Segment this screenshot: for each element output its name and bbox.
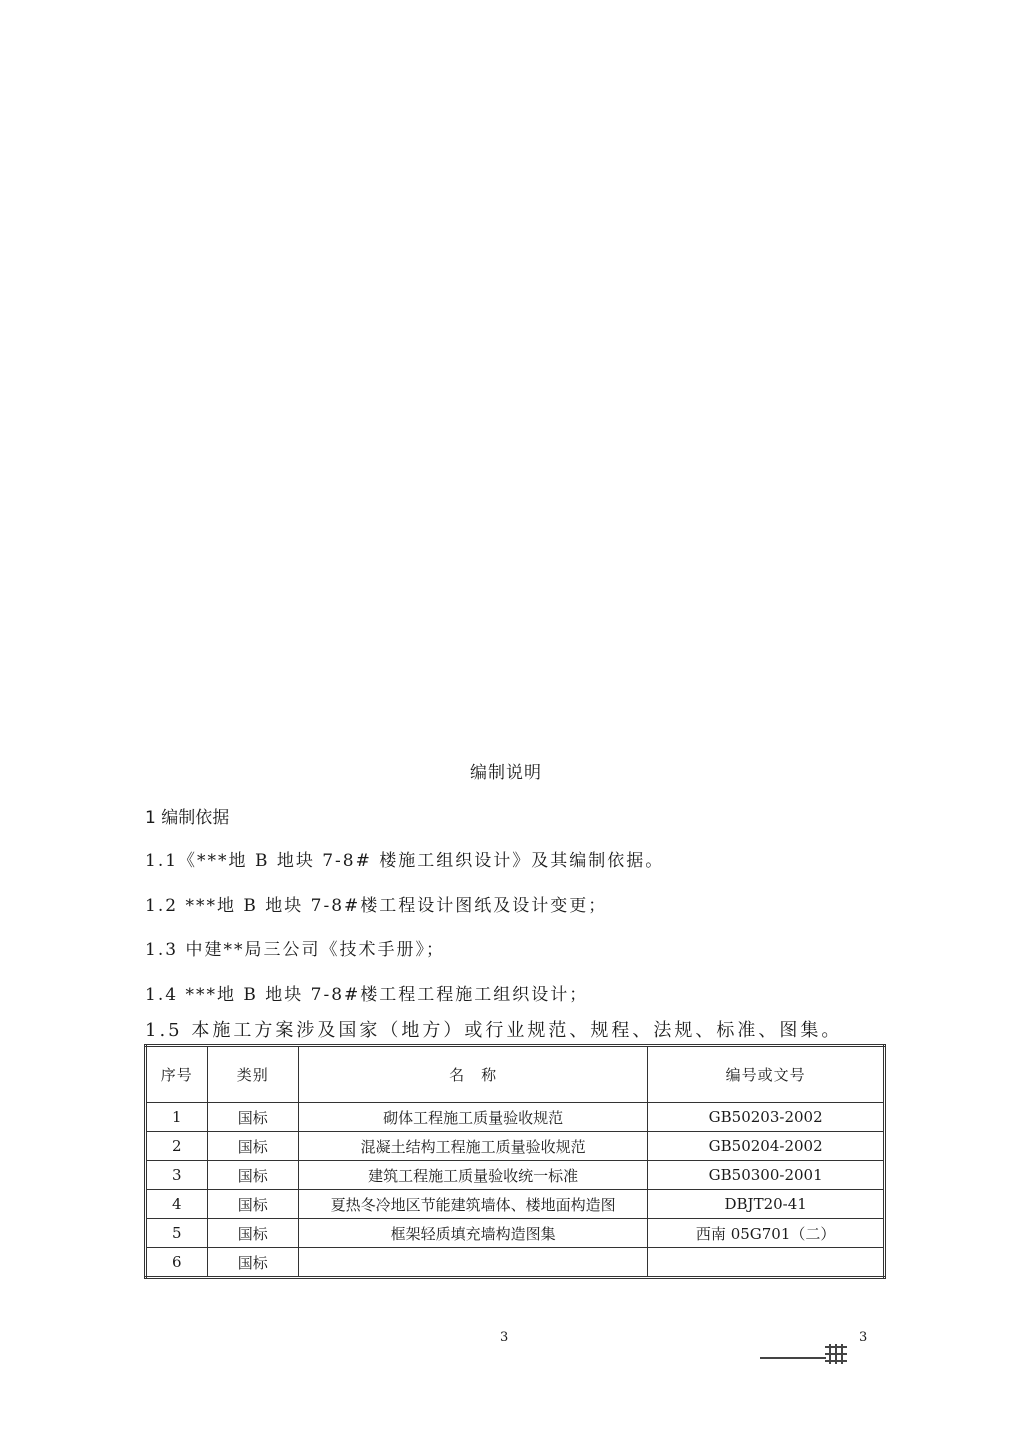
table-row bbox=[146, 1103, 885, 1132]
cell-category: 国标 bbox=[207, 1248, 298, 1278]
table-row bbox=[146, 1161, 885, 1190]
cell-name bbox=[298, 1248, 647, 1278]
paragraph-1-3: 1.3 中建**局三公司《技术手册》； bbox=[145, 940, 445, 960]
cell-code: 西南 05G701（二） bbox=[648, 1219, 885, 1248]
cell-no: 1 bbox=[146, 1103, 208, 1132]
cell-name: 框架轻质填充墙构造图集 bbox=[298, 1219, 647, 1248]
cell-category: 国标 bbox=[207, 1219, 298, 1248]
cell-name: 混凝土结构工程施工质量验收规范 bbox=[298, 1132, 647, 1161]
cell-code: DBJT20-41 bbox=[648, 1190, 885, 1219]
cell-code: GB50300-2001 bbox=[648, 1161, 885, 1190]
cell-category: 国标 bbox=[207, 1190, 298, 1219]
paragraph-1-5: 1.5 本施工方案涉及国家（地方）或行业规范、规程、法规、标准、图集。 bbox=[145, 1020, 843, 1041]
paragraph-1-2: 1.2 ***地 B 地块 7-8#楼工程设计图纸及设计变更； bbox=[145, 896, 608, 916]
table-row bbox=[146, 1190, 885, 1219]
stamp-mark-icon bbox=[824, 1343, 848, 1365]
header-category: 类别 bbox=[207, 1046, 298, 1103]
cell-no: 6 bbox=[146, 1248, 208, 1278]
cell-name: 建筑工程施工质量验收统一标准 bbox=[298, 1161, 647, 1190]
header-no: 序号 bbox=[146, 1046, 208, 1103]
cell-no: 4 bbox=[146, 1190, 208, 1219]
cell-no: 3 bbox=[146, 1161, 208, 1190]
cell-category: 国标 bbox=[207, 1103, 298, 1132]
cell-category: 国标 bbox=[207, 1161, 298, 1190]
cell-name: 夏热冬冷地区节能建筑墙体、楼地面构造图 bbox=[298, 1190, 647, 1219]
cell-no: 5 bbox=[146, 1219, 208, 1248]
table-header-row bbox=[146, 1046, 885, 1103]
table-row bbox=[146, 1219, 885, 1248]
page-number-center: 3 bbox=[500, 1330, 509, 1345]
page-number-right: 3 bbox=[859, 1330, 868, 1345]
cell-code: GB50203-2002 bbox=[648, 1103, 885, 1132]
document-title: 编制说明 bbox=[470, 763, 542, 783]
cell-category: 国标 bbox=[207, 1132, 298, 1161]
paragraph-1-1: 1.1《***地 B 地块 7-8# 楼施工组织设计》及其编制依据。 bbox=[145, 851, 665, 871]
cell-name: 砌体工程施工质量验收规范 bbox=[298, 1103, 647, 1132]
table-row bbox=[146, 1132, 885, 1161]
cell-no: 2 bbox=[146, 1132, 208, 1161]
header-code: 编号或文号 bbox=[648, 1046, 885, 1103]
footer-rule bbox=[760, 1357, 826, 1359]
reference-standards-table bbox=[144, 1044, 886, 1279]
section-heading: 1 编制依据 bbox=[145, 808, 230, 828]
cell-code: GB50204-2002 bbox=[648, 1132, 885, 1161]
header-name: 名 称 bbox=[298, 1046, 647, 1103]
paragraph-1-4: 1.4 ***地 B 地块 7-8#楼工程工程施工组织设计； bbox=[145, 985, 589, 1005]
cell-code bbox=[648, 1248, 885, 1278]
table-row bbox=[146, 1248, 885, 1278]
